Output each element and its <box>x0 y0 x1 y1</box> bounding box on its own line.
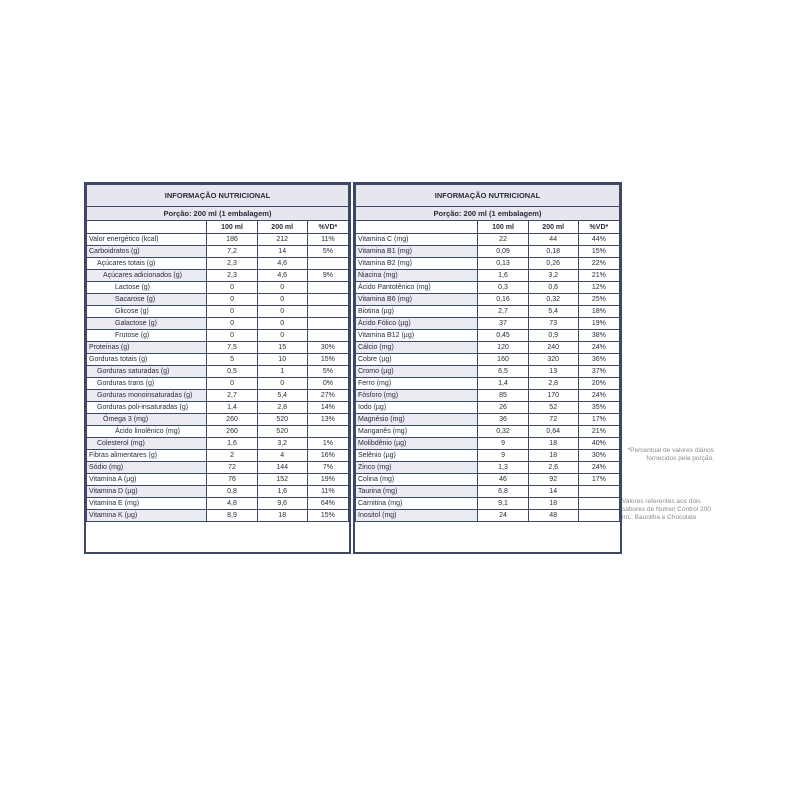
table-row <box>356 486 620 498</box>
table-row <box>87 414 349 426</box>
nutrient-name: Gorduras trans (g) <box>87 378 207 390</box>
value-100ml: 0 <box>207 378 257 390</box>
column-header-nutrient <box>356 221 478 234</box>
table-row <box>356 426 620 438</box>
table-row <box>356 270 620 282</box>
nutrient-name: Zinco (mg) <box>356 462 478 474</box>
nutrient-name: Colesterol (mg) <box>87 438 207 450</box>
value-200ml: 1,6 <box>257 486 307 498</box>
value-100ml: 0,8 <box>207 486 257 498</box>
column-header-vd: %VD* <box>578 221 619 234</box>
value-100ml: 7,5 <box>207 342 257 354</box>
value-vd: 17% <box>578 474 619 486</box>
table-row <box>356 462 620 474</box>
table-row <box>87 342 349 354</box>
value-100ml: 46 <box>478 474 528 486</box>
value-200ml: 0,64 <box>528 426 578 438</box>
table-row <box>356 258 620 270</box>
value-200ml: 212 <box>257 234 307 246</box>
value-200ml: 10 <box>257 354 307 366</box>
nutrient-name: Cálcio (mg) <box>356 342 478 354</box>
value-100ml: 0 <box>207 294 257 306</box>
nutrient-name: Sódio (mg) <box>87 462 207 474</box>
table-row <box>87 474 349 486</box>
value-200ml: 520 <box>257 414 307 426</box>
table-row <box>356 390 620 402</box>
value-100ml: 1,6 <box>478 270 528 282</box>
table-row <box>356 354 620 366</box>
value-200ml: 4,6 <box>257 270 307 282</box>
value-vd: 38% <box>578 330 619 342</box>
value-200ml: 0,18 <box>528 246 578 258</box>
value-100ml: 0 <box>207 306 257 318</box>
portion-label: Porção: 200 ml (1 embalagem) <box>356 207 620 221</box>
value-200ml: 18 <box>528 438 578 450</box>
value-100ml: 1,4 <box>478 378 528 390</box>
value-100ml: 2,3 <box>207 258 257 270</box>
value-100ml: 9 <box>478 438 528 450</box>
table-row <box>356 402 620 414</box>
value-200ml: 4 <box>257 450 307 462</box>
value-200ml: 72 <box>528 414 578 426</box>
nutrient-name: Vitamina B6 (mg) <box>356 294 478 306</box>
table-row <box>87 318 349 330</box>
nutrition-table <box>355 184 620 522</box>
value-vd <box>578 498 619 510</box>
column-header-100ml: 100 ml <box>478 221 528 234</box>
value-200ml: 44 <box>528 234 578 246</box>
value-200ml: 13 <box>528 366 578 378</box>
table-row <box>87 282 349 294</box>
value-100ml: 0,32 <box>478 426 528 438</box>
value-vd: 37% <box>578 366 619 378</box>
value-vd: 15% <box>578 246 619 258</box>
column-header-200ml: 200 ml <box>528 221 578 234</box>
table-row <box>87 246 349 258</box>
table-row <box>87 366 349 378</box>
value-100ml: 1,4 <box>207 402 257 414</box>
value-100ml: 1,3 <box>478 462 528 474</box>
value-200ml: 0 <box>257 318 307 330</box>
table-row <box>356 450 620 462</box>
value-200ml: 0,9 <box>528 330 578 342</box>
value-100ml: 0,09 <box>478 246 528 258</box>
value-vd: 24% <box>578 462 619 474</box>
nutrient-name: Carboidratos (g) <box>87 246 207 258</box>
nutrient-name: Ômega 3 (mg) <box>87 414 207 426</box>
value-200ml: 14 <box>528 486 578 498</box>
nutrient-name: Açúcares adicionados (g) <box>87 270 207 282</box>
value-100ml: 2,3 <box>207 270 257 282</box>
value-200ml: 48 <box>528 510 578 522</box>
nutrient-name: Cobre (µg) <box>356 354 478 366</box>
nutrient-name: Niacina (mg) <box>356 270 478 282</box>
value-vd <box>307 258 348 270</box>
value-vd: 5% <box>307 366 348 378</box>
flavors-footnote: Valores referentes aos dois sabores de Nutren Control 200 mL: Baunilha e Chocolate <box>622 498 711 521</box>
nutrient-name: Lactose (g) <box>87 282 207 294</box>
value-100ml: 160 <box>478 354 528 366</box>
value-vd <box>307 306 348 318</box>
value-vd: 36% <box>578 354 619 366</box>
value-vd: 16% <box>307 450 348 462</box>
nutrient-name: Gorduras poli-insaturadas (g) <box>87 402 207 414</box>
value-100ml: 37 <box>478 318 528 330</box>
table-row <box>356 306 620 318</box>
column-header-100ml: 100 ml <box>207 221 257 234</box>
value-vd: 15% <box>307 510 348 522</box>
table-row <box>87 354 349 366</box>
nutrition-table <box>86 184 349 522</box>
table-row <box>87 510 349 522</box>
nutrient-name: Ferro (mg) <box>356 378 478 390</box>
value-vd: 30% <box>578 450 619 462</box>
nutrient-name: Inositol (mg) <box>356 510 478 522</box>
nutrient-name: Glicose (g) <box>87 306 207 318</box>
value-100ml: 0,45 <box>478 330 528 342</box>
column-header-200ml: 200 ml <box>257 221 307 234</box>
value-200ml: 9,6 <box>257 498 307 510</box>
table-row <box>356 246 620 258</box>
value-vd: 18% <box>578 306 619 318</box>
value-100ml: 7,2 <box>207 246 257 258</box>
value-200ml: 0,6 <box>528 282 578 294</box>
value-200ml: 2,6 <box>528 462 578 474</box>
nutrient-name: Gorduras saturadas (g) <box>87 366 207 378</box>
value-vd: 22% <box>578 258 619 270</box>
value-100ml: 6,5 <box>478 366 528 378</box>
table-row <box>356 234 620 246</box>
value-vd: 30% <box>307 342 348 354</box>
value-vd: 19% <box>307 474 348 486</box>
nutrient-name: Vitamina A (µg) <box>87 474 207 486</box>
value-100ml: 0,3 <box>478 282 528 294</box>
value-vd: 1% <box>307 438 348 450</box>
value-200ml: 3,2 <box>257 438 307 450</box>
value-200ml: 73 <box>528 318 578 330</box>
value-vd: 24% <box>578 390 619 402</box>
value-100ml: 0 <box>207 330 257 342</box>
value-200ml: 170 <box>528 390 578 402</box>
value-100ml: 1,6 <box>207 438 257 450</box>
value-200ml: 52 <box>528 402 578 414</box>
value-100ml: 260 <box>207 426 257 438</box>
value-vd: 11% <box>307 234 348 246</box>
table-row <box>87 462 349 474</box>
value-vd <box>578 486 619 498</box>
value-100ml: 0,13 <box>478 258 528 270</box>
value-100ml: 2,7 <box>207 390 257 402</box>
value-vd: 21% <box>578 270 619 282</box>
value-vd: 12% <box>578 282 619 294</box>
nutrition-table-left <box>84 182 351 554</box>
value-vd: 25% <box>578 294 619 306</box>
table-row <box>87 294 349 306</box>
value-200ml: 5,4 <box>528 306 578 318</box>
value-100ml: 2 <box>207 450 257 462</box>
table-row <box>87 330 349 342</box>
nutrient-name: Vitamina B2 (mg) <box>356 258 478 270</box>
value-100ml: 0,16 <box>478 294 528 306</box>
value-100ml: 85 <box>478 390 528 402</box>
value-100ml: 120 <box>478 342 528 354</box>
value-100ml: 9 <box>478 450 528 462</box>
column-header-vd: %VD* <box>307 221 348 234</box>
value-100ml: 260 <box>207 414 257 426</box>
value-vd <box>307 426 348 438</box>
nutrient-name: Ácido Pantotênico (mg) <box>356 282 478 294</box>
value-200ml: 0 <box>257 330 307 342</box>
table-title: INFORMAÇÃO NUTRICIONAL <box>87 185 349 207</box>
value-100ml: 76 <box>207 474 257 486</box>
percent-footnote: *Percentual de valores diários fornecidos pela porção. <box>627 447 714 462</box>
value-vd: 19% <box>578 318 619 330</box>
nutrient-name: Taurina (mg) <box>356 486 478 498</box>
portion-label: Porção: 200 ml (1 embalagem) <box>87 207 349 221</box>
value-vd <box>578 510 619 522</box>
value-vd: 20% <box>578 378 619 390</box>
value-200ml: 2,8 <box>528 378 578 390</box>
table-row <box>87 438 349 450</box>
nutrient-name: Molibdênio (µg) <box>356 438 478 450</box>
table-row <box>87 498 349 510</box>
nutrient-name: Açúcares totais (g) <box>87 258 207 270</box>
nutrient-name: Ácido Fólico (µg) <box>356 318 478 330</box>
value-100ml: 2,7 <box>478 306 528 318</box>
table-row <box>356 342 620 354</box>
column-header-nutrient <box>87 221 207 234</box>
nutrient-name: Vitamina D (µg) <box>87 486 207 498</box>
value-200ml: 0 <box>257 282 307 294</box>
value-vd: 7% <box>307 462 348 474</box>
value-100ml: 22 <box>478 234 528 246</box>
table-body <box>356 234 620 522</box>
nutrient-name: Galactose (g) <box>87 318 207 330</box>
table-row <box>87 390 349 402</box>
value-vd: 0% <box>307 378 348 390</box>
value-200ml: 0 <box>257 294 307 306</box>
value-vd: 40% <box>578 438 619 450</box>
value-200ml: 520 <box>257 426 307 438</box>
value-200ml: 144 <box>257 462 307 474</box>
table-row <box>356 438 620 450</box>
nutrient-name: Fibras alimentares (g) <box>87 450 207 462</box>
value-vd: 64% <box>307 498 348 510</box>
value-200ml: 1 <box>257 366 307 378</box>
nutrient-name: Vitamina B12 (µg) <box>356 330 478 342</box>
value-vd <box>307 318 348 330</box>
nutrient-name: Valor energético (kcal) <box>87 234 207 246</box>
nutrient-name: Iodo (µg) <box>356 402 478 414</box>
table-row <box>356 378 620 390</box>
value-200ml: 0 <box>257 306 307 318</box>
table-row <box>356 330 620 342</box>
value-vd: 24% <box>578 342 619 354</box>
value-vd <box>307 282 348 294</box>
value-200ml: 5,4 <box>257 390 307 402</box>
value-100ml: 6,8 <box>478 486 528 498</box>
value-100ml: 186 <box>207 234 257 246</box>
nutrient-name: Fósforo (mg) <box>356 390 478 402</box>
table-row <box>87 234 349 246</box>
value-200ml: 0 <box>257 378 307 390</box>
nutrient-name: Ácido linolênico (mg) <box>87 426 207 438</box>
table-row <box>356 282 620 294</box>
value-200ml: 18 <box>257 510 307 522</box>
nutrient-name: Gorduras totais (g) <box>87 354 207 366</box>
table-row <box>87 486 349 498</box>
table-body <box>87 234 349 522</box>
value-200ml: 2,8 <box>257 402 307 414</box>
value-200ml: 14 <box>257 246 307 258</box>
value-vd: 5% <box>307 246 348 258</box>
value-vd <box>307 330 348 342</box>
nutrient-name: Manganês (mg) <box>356 426 478 438</box>
nutrient-name: Selênio (µg) <box>356 450 478 462</box>
nutrient-name: Sacarose (g) <box>87 294 207 306</box>
value-100ml: 26 <box>478 402 528 414</box>
value-vd: 11% <box>307 486 348 498</box>
table-row <box>87 270 349 282</box>
value-200ml: 0,26 <box>528 258 578 270</box>
nutrient-name: Frutose (g) <box>87 330 207 342</box>
value-vd: 21% <box>578 426 619 438</box>
nutrient-name: Proteínas (g) <box>87 342 207 354</box>
value-vd: 13% <box>307 414 348 426</box>
value-200ml: 0,32 <box>528 294 578 306</box>
table-row <box>356 474 620 486</box>
value-100ml: 4,8 <box>207 498 257 510</box>
table-row <box>356 318 620 330</box>
value-200ml: 3,2 <box>528 270 578 282</box>
table-row <box>356 498 620 510</box>
table-row <box>356 510 620 522</box>
value-vd: 44% <box>578 234 619 246</box>
value-200ml: 92 <box>528 474 578 486</box>
nutrient-name: Magnésio (mg) <box>356 414 478 426</box>
value-100ml: 36 <box>478 414 528 426</box>
table-row <box>356 366 620 378</box>
table-row <box>87 402 349 414</box>
value-vd: 15% <box>307 354 348 366</box>
nutrient-name: Vitamina E (mg) <box>87 498 207 510</box>
nutrient-name: Vitamina B1 (mg) <box>356 246 478 258</box>
value-200ml: 18 <box>528 450 578 462</box>
value-200ml: 320 <box>528 354 578 366</box>
table-row <box>87 450 349 462</box>
nutrient-name: Vitamina K (µg) <box>87 510 207 522</box>
value-100ml: 0 <box>207 318 257 330</box>
value-100ml: 72 <box>207 462 257 474</box>
table-row <box>87 306 349 318</box>
table-row <box>87 378 349 390</box>
value-200ml: 15 <box>257 342 307 354</box>
value-200ml: 152 <box>257 474 307 486</box>
value-vd: 35% <box>578 402 619 414</box>
table-row <box>87 258 349 270</box>
value-100ml: 0,5 <box>207 366 257 378</box>
value-200ml: 18 <box>528 498 578 510</box>
value-100ml: 24 <box>478 510 528 522</box>
nutrient-name: Vitamina C (mg) <box>356 234 478 246</box>
value-100ml: 0 <box>207 282 257 294</box>
value-100ml: 8,9 <box>207 510 257 522</box>
value-vd <box>307 294 348 306</box>
table-row <box>356 414 620 426</box>
table-row <box>356 294 620 306</box>
value-vd: 9% <box>307 270 348 282</box>
value-200ml: 4,6 <box>257 258 307 270</box>
nutrient-name: Gorduras monoinsaturadas (g) <box>87 390 207 402</box>
nutrient-name: Carnitina (mg) <box>356 498 478 510</box>
table-title: INFORMAÇÃO NUTRICIONAL <box>356 185 620 207</box>
value-100ml: 5 <box>207 354 257 366</box>
nutrition-table-right <box>353 182 622 554</box>
nutrient-name: Cromo (µg) <box>356 366 478 378</box>
value-vd: 14% <box>307 402 348 414</box>
value-vd: 17% <box>578 414 619 426</box>
nutrient-name: Colina (mg) <box>356 474 478 486</box>
value-200ml: 240 <box>528 342 578 354</box>
value-vd: 27% <box>307 390 348 402</box>
value-100ml: 9,1 <box>478 498 528 510</box>
table-row <box>87 426 349 438</box>
nutrient-name: Biotina (µg) <box>356 306 478 318</box>
